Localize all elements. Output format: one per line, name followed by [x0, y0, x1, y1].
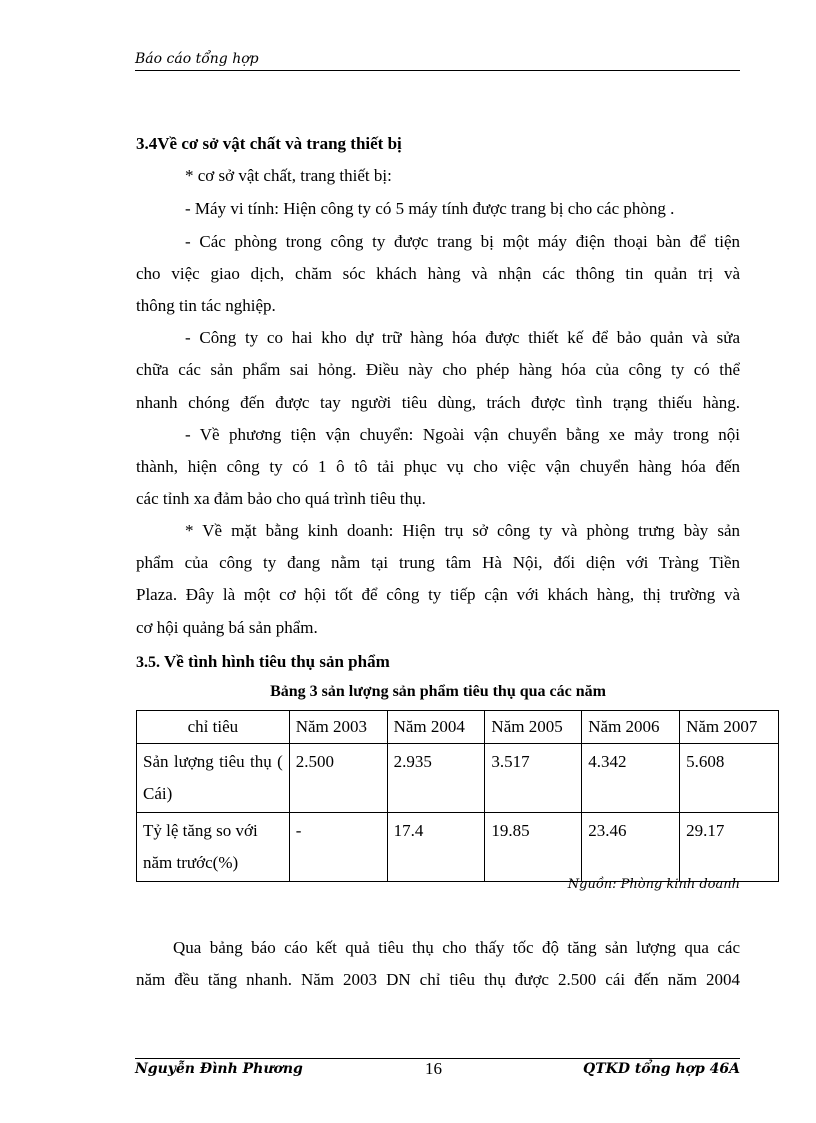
table-header-cell: Năm 2003 [289, 711, 387, 744]
paragraph-line: thông tin tác nghiệp. [136, 296, 276, 315]
paragraph-line: nhanh chóng đến được tay người tiêu dùng, trách được tình trạng thiếu hàng. [136, 393, 740, 412]
paragraph-line: chữa các sản phẩm sai hỏng. Điều này cho phép hàng hóa của công ty có thể [136, 360, 740, 379]
table-cell: 23.46 [582, 813, 680, 882]
table-row [137, 813, 779, 882]
section-heading: 3.4Về cơ sở vật chất và trang thiết bị [136, 134, 402, 153]
paragraph-line: phẩm của công ty đang nằm tại trung tâm Hà Nội, đối diện với Tràng Tiền [136, 553, 740, 572]
table-header-row [137, 711, 779, 744]
table-cell: 2.500 [289, 744, 387, 813]
table-cell: 19.85 [485, 813, 582, 882]
table-header-cell: Năm 2007 [680, 711, 779, 744]
table-cell: 29.17 [680, 813, 779, 882]
sales-table [136, 710, 779, 882]
table-header-cell: Năm 2005 [485, 711, 582, 744]
table-header-cell: Năm 2006 [582, 711, 680, 744]
table-header-cell: Năm 2004 [387, 711, 485, 744]
table-cell: 17.4 [387, 813, 485, 882]
table-header-cell: chỉ tiêu [137, 711, 290, 744]
page-header [135, 50, 740, 71]
section-number: 3.5. [136, 654, 160, 671]
table-cell: 2.935 [387, 744, 485, 813]
paragraph-line: - Về phương tiện vận chuyển: Ngoài vận chuyển bằng xe mảy trong nội [185, 425, 740, 444]
table-cell: 4.342 [582, 744, 680, 813]
footer-author: Nguyễn Đình Phương [135, 1061, 303, 1077]
page-footer [135, 1058, 740, 1079]
paragraph-line: * Về mặt bằng kinh doanh: Hiện trụ sở công ty và phòng trưng bày sản [185, 521, 740, 540]
paragraph-line: - Công ty co hai kho dự trữ hàng hóa được thiết kế để bảo quản và sửa [185, 328, 740, 347]
table-row [137, 744, 779, 813]
table-cell: Sản lượng tiêu thụ ( Cái) [137, 744, 290, 813]
table-cell: Tỷ lệ tăng so với năm trước(%) [137, 813, 290, 882]
footer-class: QTKD tổng hợp 46A [583, 1061, 740, 1077]
paragraph-line: năm đều tăng nhanh. Năm 2003 DN chỉ tiêu thụ được 2.500 cái đến năm 2004 [136, 970, 740, 989]
section-title: Về tình hình tiêu thụ sản phẩm [163, 652, 390, 671]
paragraph-line: Qua bảng báo cáo kết quả tiêu thụ cho thấy tốc độ tăng sản lượng qua các [173, 938, 740, 957]
paragraph-line: - Máy vi tính: Hiện công ty có 5 máy tính được trang bị cho các phòng . [185, 199, 675, 218]
table-cell: - [289, 813, 387, 882]
paragraph-line: thành, hiện công ty có 1 ô tô tải phục vụ cho việc vận chuyển hàng hóa đến [136, 457, 740, 476]
paragraph-line: cho việc giao dịch, chăm sóc khách hàng và nhận các thông tin quản trị và [136, 264, 740, 283]
paragraph-line: * cơ sở vật chất, trang thiết bị: [185, 166, 392, 185]
paragraph-line: cơ hội quảng bá sản phẩm. [136, 618, 318, 637]
page-number: 16 [425, 1059, 442, 1078]
table-source: Nguồn: Phòng kinh doanh [567, 877, 740, 892]
paragraph-line: các tỉnh xa đảm bảo cho quá trình tiêu thụ. [136, 489, 426, 508]
table-cell: 3.517 [485, 744, 582, 813]
table-cell: 5.608 [680, 744, 779, 813]
paragraph-line: Plaza. Đây là một cơ hội tốt để công ty tiếp cận với khách hàng, thị trường và [136, 585, 740, 604]
header-title: Báo cáo tổng hợp [135, 51, 259, 67]
table-caption: Bảng 3 sản lượng sản phẩm tiêu thụ qua các năm [270, 683, 606, 700]
section-heading [136, 652, 740, 673]
paragraph-line: - Các phòng trong công ty được trang bị một máy điện thoại bàn để tiện [185, 232, 740, 251]
